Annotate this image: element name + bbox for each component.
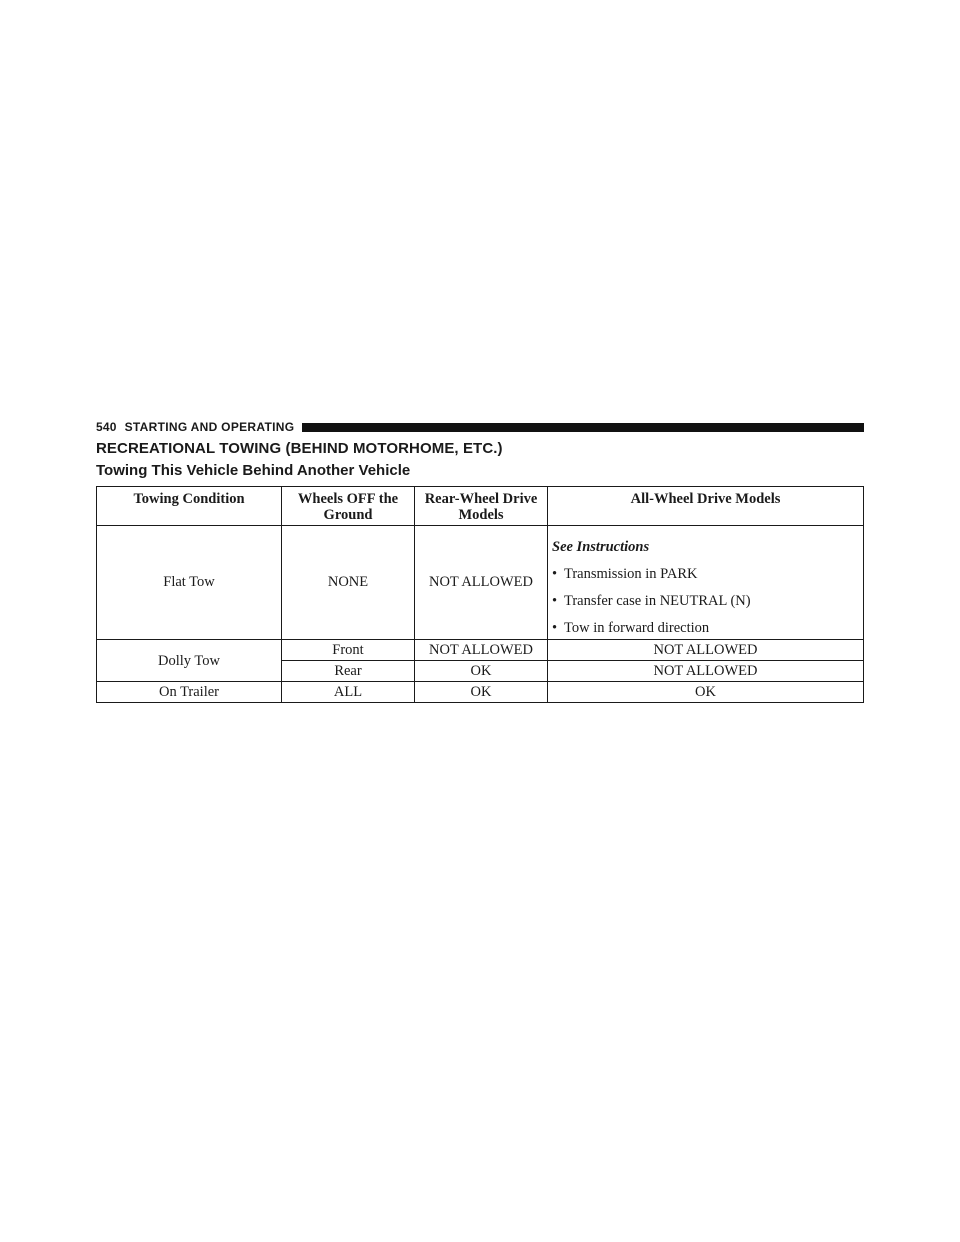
table-row-flat-tow <box>97 526 864 640</box>
cell-wheels-off: Front <box>282 640 415 661</box>
cell-condition: Flat Tow <box>97 526 282 640</box>
cell-awd: OK <box>548 682 864 703</box>
table-row-dolly-front <box>97 640 864 661</box>
cell-awd: NOT ALLOWED <box>548 640 864 661</box>
cell-rwd: NOT ALLOWED <box>415 640 548 661</box>
list-item <box>552 620 863 637</box>
cell-wheels-off: ALL <box>282 682 415 703</box>
cell-rwd: OK <box>415 682 548 703</box>
bullet-icon: • <box>552 620 558 636</box>
page-header <box>96 418 864 436</box>
page-title: RECREATIONAL TOWING (BEHIND MOTORHOME, ETC.) <box>96 440 503 457</box>
towing-table <box>96 486 864 703</box>
cell-wheels-off: Rear <box>282 661 415 682</box>
list-item-text: Transmission in PARK <box>564 566 698 582</box>
instructions-list <box>552 566 863 637</box>
page-number: 540 <box>96 420 117 434</box>
table-row-on-trailer <box>97 682 864 703</box>
cell-rwd: NOT ALLOWED <box>415 526 548 640</box>
list-item <box>552 566 863 583</box>
cell-awd: NOT ALLOWED <box>548 661 864 682</box>
section-name: STARTING AND OPERATING <box>124 420 295 434</box>
cell-awd-instructions <box>548 526 864 640</box>
bullet-icon: • <box>552 566 558 582</box>
list-item <box>552 593 863 610</box>
header-towing-condition: Towing Condition <box>97 487 282 526</box>
cell-rwd: OK <box>415 661 548 682</box>
cell-wheels-off: NONE <box>282 526 415 640</box>
cell-condition: Dolly Tow <box>97 640 282 682</box>
list-item-text: Tow in forward direction <box>564 620 710 636</box>
instructions-heading: See Instructions <box>552 539 650 555</box>
section-subtitle: Towing This Vehicle Behind Another Vehicle <box>96 462 411 479</box>
header-rwd-models: Rear-Wheel Drive Models <box>415 487 548 526</box>
cell-condition: On Trailer <box>97 682 282 703</box>
header-rule <box>302 423 864 432</box>
list-item-text: Transfer case in NEUTRAL (N) <box>564 593 751 609</box>
table-header-row <box>97 487 864 526</box>
header-awd-models: All-Wheel Drive Models <box>548 487 864 526</box>
header-wheels-off: Wheels OFF the Ground <box>282 487 415 526</box>
bullet-icon: • <box>552 593 558 609</box>
